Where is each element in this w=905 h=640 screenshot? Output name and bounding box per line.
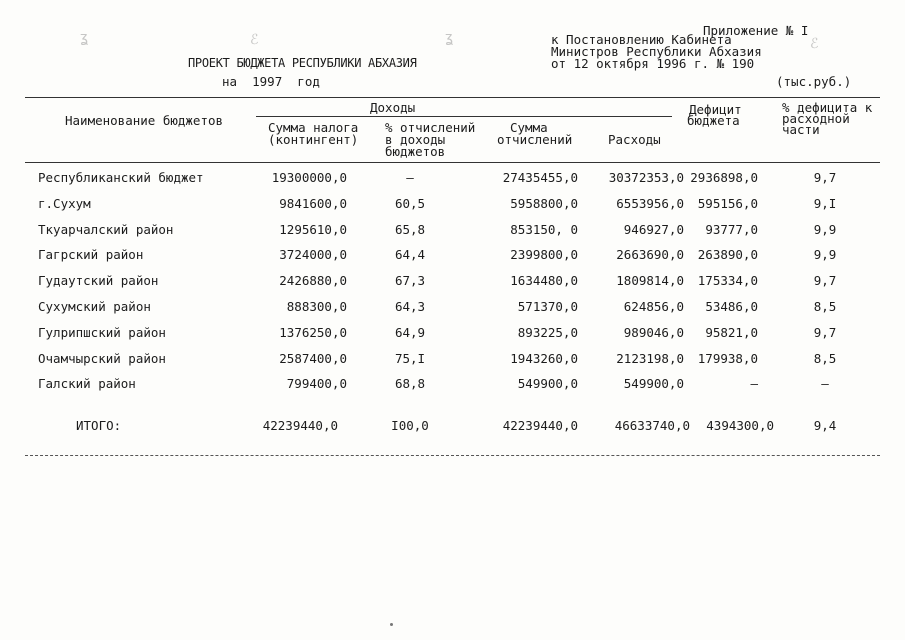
row-deficit: 179938,0 — [697, 351, 758, 366]
title-year-line — [222, 74, 320, 89]
row-deficit: 263890,0 — [697, 247, 758, 262]
total-label: ИТОГО: — [76, 418, 122, 433]
total-deficit: 4394300,0 — [706, 418, 774, 433]
appendix-resolution: к Постановлению Кабинета — [551, 32, 732, 47]
row-deficit: 595156,0 — [697, 196, 758, 211]
row-tax-amount: 19300000,0 — [271, 170, 347, 185]
row-deduction-amount: 571370,0 — [517, 299, 578, 314]
row-tax-amount: 2426880,0 — [279, 273, 347, 288]
income-group-rule — [256, 116, 672, 117]
row-deficit: 175334,0 — [697, 273, 758, 288]
header-bottom-rule — [25, 162, 880, 163]
row-budget-name: Гудаутский район — [38, 273, 159, 288]
row-expenses: 946927,0 — [623, 222, 684, 237]
row-deduction-amount: 853150, 0 — [510, 222, 578, 237]
speck — [390, 623, 393, 626]
appendix-cabinet: Министров Республики Абхазия — [551, 44, 762, 59]
year-suffix: год — [297, 74, 320, 89]
row-deficit: 2936898,0 — [690, 170, 758, 185]
row-deduction-pct: 65,8 — [394, 222, 426, 237]
row-deduction-amount: 549900,0 — [517, 376, 578, 391]
row-deficit: 53486,0 — [705, 299, 758, 314]
header-defpct-3: части — [782, 122, 820, 137]
row-expenses: 549900,0 — [623, 376, 684, 391]
row-budget-name: Сухумский район — [38, 299, 151, 314]
row-budget-name: Гагрский район — [38, 247, 144, 262]
header-defpct-1: % дефицита к — [782, 100, 873, 115]
row-deficit: 95821,0 — [705, 325, 758, 340]
units-label: (тыс.руб.) — [776, 74, 852, 89]
row-deficit-pct: 9,9 — [813, 247, 837, 262]
row-tax-amount: 9841600,0 — [279, 196, 347, 211]
header-tax-2: (контингент) — [268, 132, 359, 147]
row-expenses: 1809814,0 — [616, 273, 684, 288]
row-deduction-amount: 5958800,0 — [510, 196, 578, 211]
header-expenses: Расходы — [608, 132, 661, 147]
row-tax-amount: 1295610,0 — [279, 222, 347, 237]
smudge-mark: ʓ — [80, 30, 89, 46]
total-tax: 42239440,0 — [262, 418, 338, 433]
row-tax-amount: 888300,0 — [286, 299, 347, 314]
header-defpct-2: расходной — [782, 111, 850, 126]
row-expenses: 2123198,0 — [616, 351, 684, 366]
row-expenses: 30372353,0 — [608, 170, 684, 185]
row-deficit-pct: – — [821, 376, 829, 391]
row-deficit-pct: 9,7 — [813, 170, 837, 185]
row-deduction-pct: 64,4 — [394, 247, 426, 262]
row-tax-amount: 2587400,0 — [279, 351, 347, 366]
header-tax-1: Сумма налога — [268, 120, 359, 135]
table-bottom-rule — [25, 455, 880, 456]
row-deduction-amount: 1943260,0 — [510, 351, 578, 366]
total-defpct: 9,4 — [813, 418, 837, 433]
row-expenses: 6553956,0 — [616, 196, 684, 211]
row-deficit-pct: 9,I — [813, 196, 837, 211]
row-deduction-pct: – — [406, 170, 414, 185]
row-tax-amount: 799400,0 — [286, 376, 347, 391]
row-deduction-pct: 60,5 — [394, 196, 426, 211]
year-value: 1997 — [252, 74, 283, 89]
header-budget-name: Наименование бюджетов — [65, 113, 224, 128]
row-deduction-amount: 27435455,0 — [502, 170, 578, 185]
row-deficit: – — [750, 376, 758, 391]
row-deduction-pct: 64,9 — [394, 325, 426, 340]
row-budget-name: Гулрипшский район — [38, 325, 166, 340]
header-deduct-2: отчислений — [497, 132, 573, 147]
smudge-mark: ℰ — [810, 36, 819, 52]
year-prefix: на — [222, 74, 238, 89]
row-deficit: 93777,0 — [705, 222, 758, 237]
header-pct-3: бюджетов — [385, 144, 446, 159]
header-deduct-1: Сумма — [510, 120, 548, 135]
row-budget-name: Очамчырский район — [38, 351, 166, 366]
smudge-mark: ʓ — [445, 30, 454, 46]
header-deficit-1: Дефицит — [689, 102, 742, 117]
table-top-rule — [25, 97, 880, 98]
total-expenses: 46633740,0 — [614, 418, 690, 433]
row-expenses: 624856,0 — [623, 299, 684, 314]
row-budget-name: г.Сухум — [38, 196, 91, 211]
row-budget-name: Республиканский бюджет — [38, 170, 204, 185]
row-budget-name: Галский район — [38, 376, 136, 391]
row-deduction-amount: 2399800,0 — [510, 247, 578, 262]
row-deficit-pct: 9,7 — [813, 325, 837, 340]
appendix-date: от 12 октября 1996 г. № 190 — [551, 56, 755, 71]
row-tax-amount: 1376250,0 — [279, 325, 347, 340]
row-deduction-amount: 893225,0 — [517, 325, 578, 340]
appendix-number: Приложение № I — [703, 23, 809, 38]
row-deduction-amount: 1634480,0 — [510, 273, 578, 288]
row-deduction-pct: 64,3 — [394, 299, 426, 314]
row-deduction-pct: 68,8 — [394, 376, 426, 391]
row-deficit-pct: 8,5 — [813, 299, 837, 314]
document-title: ПРОЕКТ БЮДЖЕТА РЕСПУБЛИКИ АБХАЗИЯ — [188, 56, 417, 70]
row-deficit-pct: 9,9 — [813, 222, 837, 237]
header-deficit-2: бюджета — [687, 113, 740, 128]
header-pct-1: % отчислений — [385, 120, 476, 135]
row-deduction-pct: 67,3 — [394, 273, 426, 288]
row-tax-amount: 3724000,0 — [279, 247, 347, 262]
header-pct-2: в доходы — [385, 132, 446, 147]
row-deficit-pct: 8,5 — [813, 351, 837, 366]
smudge-mark: ℰ — [250, 32, 259, 48]
row-expenses: 2663690,0 — [616, 247, 684, 262]
total-deduct: 42239440,0 — [502, 418, 578, 433]
row-expenses: 989046,0 — [623, 325, 684, 340]
total-pct: I00,0 — [391, 418, 429, 433]
row-deduction-pct: 75,I — [394, 351, 426, 366]
header-income-group: Доходы — [370, 100, 416, 115]
row-deficit-pct: 9,7 — [813, 273, 837, 288]
row-budget-name: Ткуарчалский район — [38, 222, 174, 237]
